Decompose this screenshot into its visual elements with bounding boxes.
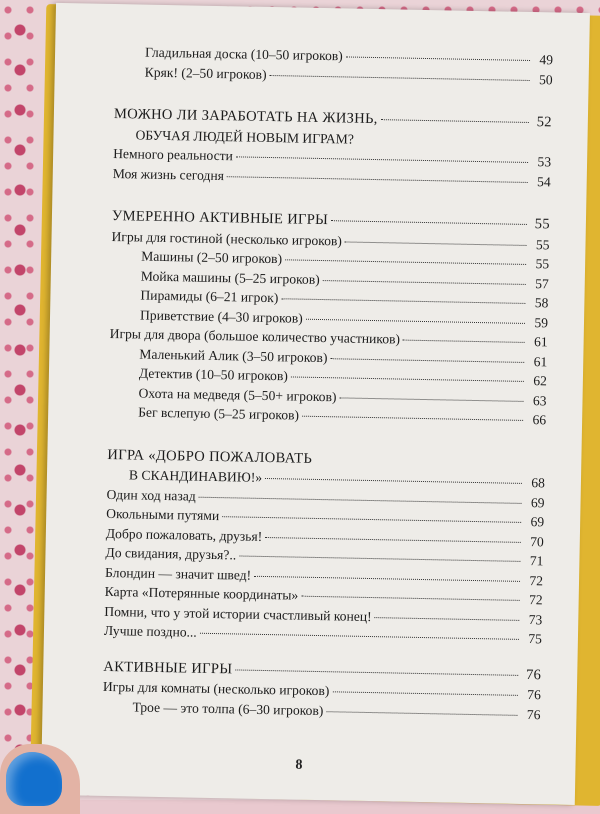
toc-page-number: 72 — [522, 590, 542, 610]
toc-entry-title: Блондин — значит швед! — [105, 562, 251, 584]
toc-entry-title: До свидания, друзья?.. — [105, 543, 236, 565]
toc-entry-title: Игры для гостиной (несколько игроков) — [111, 226, 342, 250]
toc-entry-title: Бег вслепую (5–25 игроков) — [138, 403, 299, 426]
toc-page-number: 55 — [529, 235, 549, 255]
dot-leader — [281, 298, 525, 304]
toc-entry-title: АКТИВНЫЕ ИГРЫ — [103, 657, 232, 679]
dot-leader — [306, 318, 525, 323]
dot-leader — [302, 416, 523, 421]
toc-entry-title: Немного реальности — [113, 144, 233, 166]
toc-entry-title: Окольными путями — [106, 504, 219, 526]
toc-entry-title: Приветствие (4–30 игроков) — [140, 305, 303, 328]
dot-leader — [326, 711, 517, 716]
dot-leader — [381, 119, 529, 123]
dot-leader — [199, 496, 522, 503]
dot-leader — [340, 397, 524, 402]
dot-leader — [346, 56, 530, 61]
toc-page-number: 57 — [529, 274, 549, 294]
toc-entry-title: УМЕРЕННО АКТИВНЫЕ ИГРЫ — [112, 207, 329, 231]
dot-leader — [375, 617, 520, 621]
toc-page-number: 63 — [526, 390, 546, 410]
dot-leader — [330, 358, 524, 363]
dot-leader — [236, 156, 528, 163]
toc-entry-title: ИГРА «ДОБРО ПОЖАЛОВАТЬ — [107, 445, 312, 468]
toc-page-number: 69 — [524, 512, 544, 532]
dot-leader — [345, 241, 527, 245]
page-number: 8 — [295, 758, 302, 774]
dot-leader — [265, 478, 522, 484]
toc-page-number: 50 — [532, 70, 552, 90]
toc-entry-title: В СКАНДИНАВИЮ!» — [129, 465, 262, 487]
toc-page-number: 69 — [524, 492, 544, 512]
dot-leader — [323, 280, 526, 285]
toc-entry-title: ОБУЧАЯ ЛЮДЕЙ НОВЫМ ИГРАМ? — [135, 125, 354, 149]
toc-entry-title: Охота на медведя (5–50+ игроков) — [138, 383, 336, 406]
toc-page-number: 52 — [532, 113, 552, 133]
toc-entry-title: МОЖНО ЛИ ЗАРАБОТАТЬ НА ЖИЗНЬ, — [114, 105, 378, 130]
dot-leader — [270, 74, 530, 80]
toc-entry-title: Машины (2–50 игроков) — [141, 247, 282, 269]
toc-entry-title: Лучше поздно... — [104, 621, 197, 642]
toc-page-number: 66 — [526, 410, 546, 430]
toc-page-number: 55 — [529, 254, 549, 274]
toc-page-number: 61 — [527, 351, 547, 371]
toc-page-number: 76 — [520, 704, 540, 724]
toc-entry-title: Моя жизнь сегодня — [113, 163, 225, 185]
toc-entry-title: Пирамиды (6–21 игрок) — [140, 286, 278, 308]
dot-leader — [332, 691, 517, 696]
toc-page-number: 76 — [521, 685, 541, 705]
toc-entry-title: Гладильная доска (10–50 игроков) — [145, 43, 343, 66]
dot-leader — [331, 220, 527, 225]
toc-page-number: 59 — [528, 312, 548, 332]
dot-leader — [265, 536, 521, 542]
dot-leader — [222, 516, 521, 523]
dot-leader — [227, 176, 528, 183]
toc-entry-title: Кряк! (2–50 игроков) — [145, 62, 267, 84]
toc-entry-title: Детектив (10–50 игроков) — [139, 364, 288, 386]
toc-page-number: 53 — [531, 152, 551, 172]
toc-page-number: 62 — [527, 371, 547, 391]
dot-leader — [235, 669, 518, 675]
toc-entry-title: Добро пожаловать, друзья! — [106, 523, 263, 545]
toc-page-number: 73 — [522, 609, 542, 629]
toc-entry-title: Трое — это толпа (6–30 игроков) — [132, 697, 323, 720]
dot-leader — [301, 596, 519, 601]
toc-entry-title: Один ход назад — [106, 484, 195, 505]
toc-page-number: 61 — [527, 332, 547, 352]
toc-entry-title: Игры для двора (большое количество участников) — [110, 324, 401, 349]
dot-leader — [285, 259, 526, 265]
toc-page-number: 49 — [533, 50, 553, 70]
table-of-contents — [102, 42, 553, 724]
toc-page-number: 72 — [523, 570, 543, 590]
dot-leader — [200, 633, 519, 640]
toc-entry-title: Помни, что у этой истории счастливый конец! — [104, 601, 372, 626]
dot-leader — [403, 340, 525, 343]
toc-page-number: 70 — [524, 531, 544, 551]
toc-page-number: 58 — [528, 293, 548, 313]
toc-page-number: 71 — [523, 551, 543, 571]
toc-page-number: 68 — [525, 473, 545, 493]
toc-page-number: 55 — [530, 215, 550, 235]
toc-page-number: 54 — [531, 172, 551, 192]
toc-entry-title: Мойка машины (5–25 игроков) — [141, 266, 320, 289]
book-page — [41, 3, 590, 805]
dot-leader — [254, 575, 520, 581]
toc-entry-title: Карта «Потерянные координаты» — [105, 582, 299, 605]
dot-leader — [239, 555, 520, 561]
toc-page-number: 75 — [522, 629, 542, 649]
toc-entry-title: Игры для комнаты (несколько игроков) — [103, 677, 330, 701]
toc-entry-title: Маленький Алик (3–50 игроков) — [139, 344, 328, 367]
dot-leader — [291, 376, 524, 381]
toc-page-number: 76 — [521, 665, 541, 685]
